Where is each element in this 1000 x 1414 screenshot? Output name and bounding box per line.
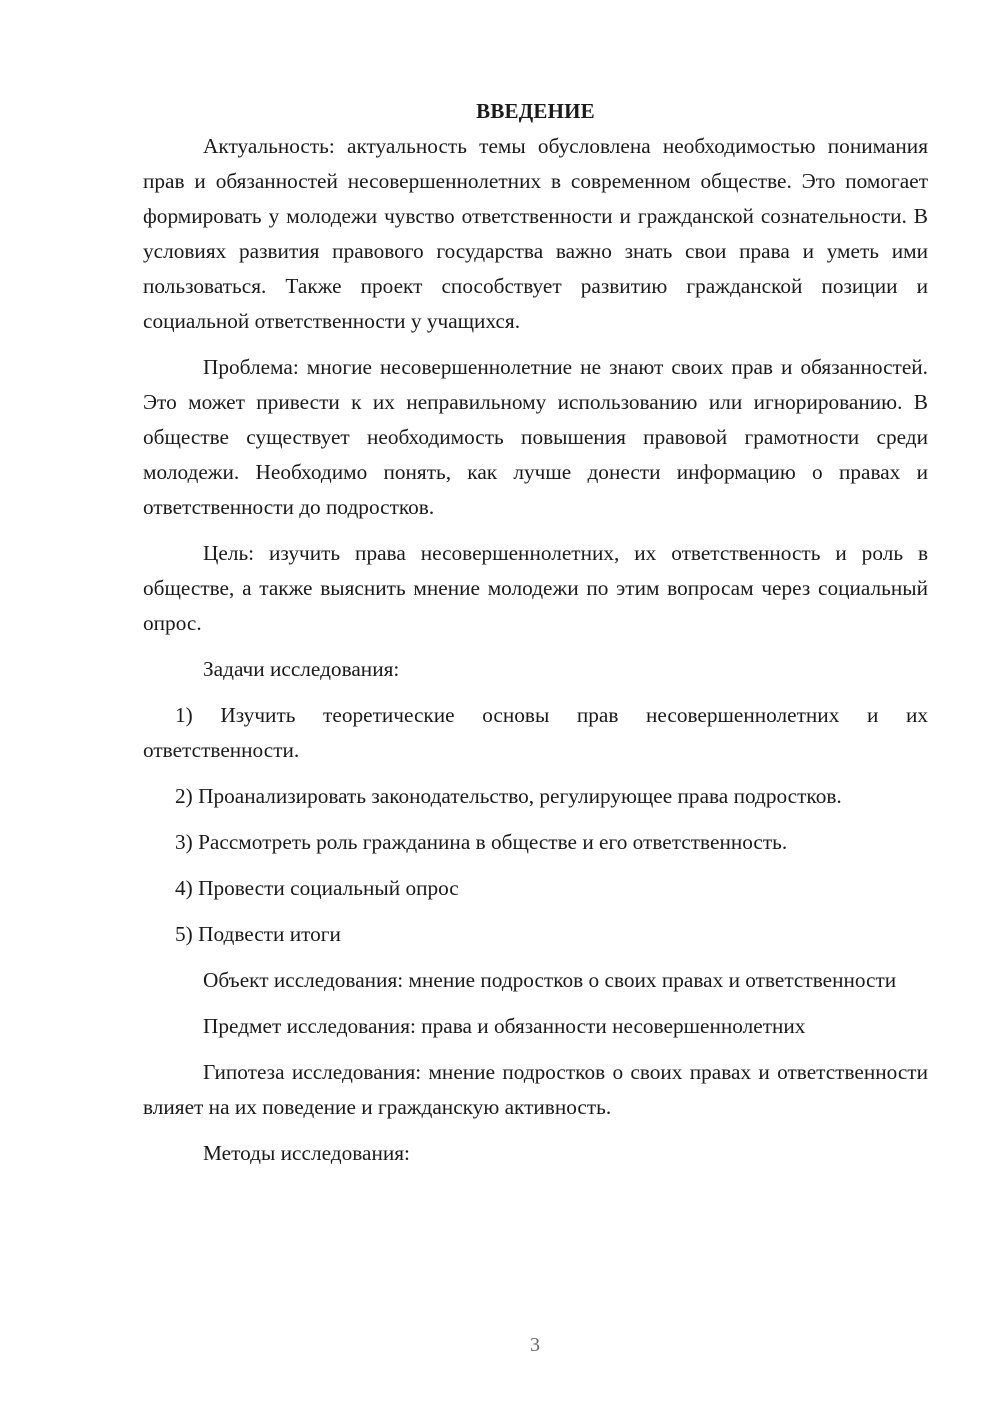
section-title: ВВЕДЕНИЕ (476, 99, 595, 123)
paragraph-problem: Проблема: многие несовершеннолетние не знают своих прав и обязанностей. Это может привести к их неправильному использованию или игнорированию. В обществе существует необходимость повышения правовой грамотности среди молодежи. Необходимо понять, как лучше донести информацию о правах и ответственности до подростков. (143, 355, 928, 519)
task-item-2: 2) Проанализировать законодательство, регулирующее права подростков. (175, 784, 842, 808)
task-item-4: 4) Провести социальный опрос (175, 876, 459, 900)
task-item-3: 3) Рассмотреть роль гражданина в обществе и его ответственность. (175, 830, 788, 854)
paragraph-hypothesis: Гипотеза исследования: мнение подростков о своих правах и ответственности влияет на их поведение и гражданскую активность. (143, 1060, 928, 1119)
paragraph-subject: Предмет исследования: права и обязанности несовершеннолетних (203, 1014, 806, 1038)
tasks-heading: Задачи исследования: (203, 657, 400, 681)
document-page (143, 96, 928, 1182)
paragraph-object: Объект исследования: мнение подростков о своих правах и ответственности (203, 968, 897, 992)
task-item-1: 1) Изучить теоретические основы прав несовершеннолетних и их ответственности. (143, 703, 928, 762)
task-item-5: 5) Подвести итоги (175, 922, 341, 946)
paragraph-relevance: Актуальность: актуальность темы обусловлена необходимостью понимания прав и обязанностей несовершеннолетних в современном обществе. Это помогает формировать у молодежи чувство ответственности и гражданской сознательности. В условиях развития правового государства важно знать свои права и уметь ими пользоваться. Также проект способствует развитию гражданской позиции и социальной ответственности у учащихся. (143, 134, 928, 333)
paragraph-goal: Цель: изучить права несовершеннолетних, их ответственность и роль в обществе, а также выяснить мнение молодежи по этим вопросам через социальный опрос. (143, 541, 928, 635)
methods-heading: Методы исследования: (203, 1141, 410, 1165)
page-number: 3 (530, 1334, 540, 1356)
